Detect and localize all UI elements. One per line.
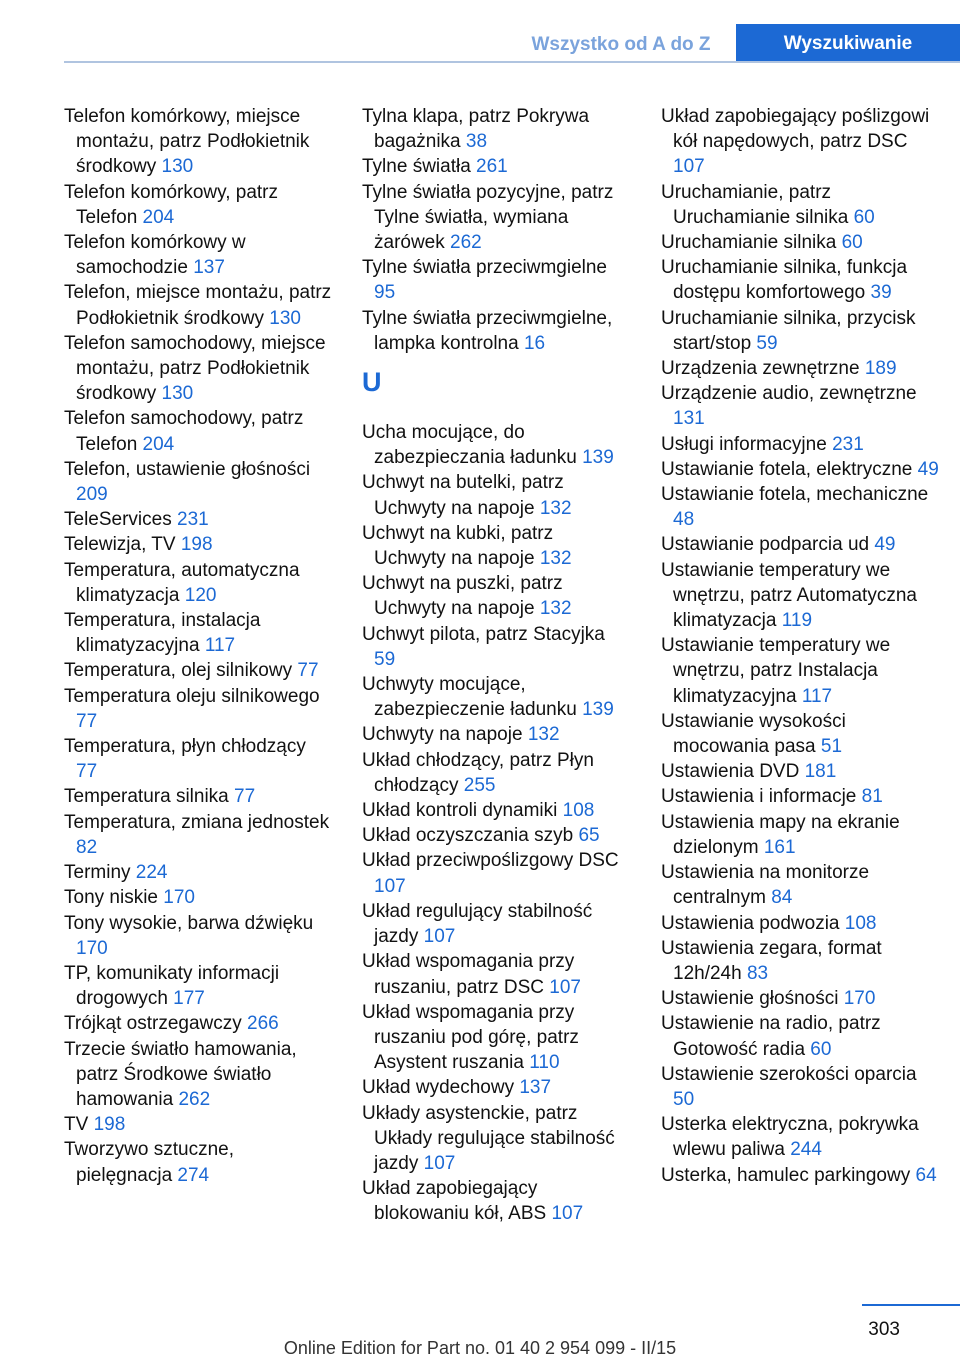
- index-entry-term: Tony wysokie, barwa dźwięku: [64, 912, 314, 934]
- index-entry-page-link[interactable]: 60: [810, 1038, 832, 1060]
- index-entry: [64, 532, 332, 557]
- index-entry-term: TV: [64, 1114, 94, 1136]
- index-entry-term: Ustawienia i informacje: [661, 786, 862, 808]
- section-letter: U: [362, 367, 382, 398]
- index-entry: [661, 356, 941, 381]
- index-entry-term: TeleServices: [64, 509, 177, 531]
- index-entry-page-link[interactable]: 59: [374, 648, 396, 670]
- index-column-2: [362, 104, 630, 1227]
- index-entry-page-link[interactable]: 139: [582, 699, 614, 721]
- page-number: 303: [868, 1319, 900, 1340]
- index-entry: [64, 406, 332, 456]
- index-entry-page-link[interactable]: 231: [832, 433, 864, 455]
- index-entry-term: Tworzywo sztuczne, pielęgnacja: [64, 1139, 234, 1186]
- index-entry-page-link[interactable]: 204: [142, 433, 175, 455]
- index-entry-page-link[interactable]: 83: [746, 962, 769, 984]
- index-entry: [64, 784, 332, 809]
- index-entry-term: Ustawianie temperatury we wnętrzu, patrz Automatyczna klimatyzacja: [661, 559, 917, 632]
- index-entry: [64, 507, 332, 532]
- index-entry-term: Układ zapobiegający poślizgowi kół napędowych, patrz DSC: [661, 106, 930, 153]
- index-entry-page-link[interactable]: 274: [177, 1164, 210, 1186]
- index-entry-term: Urządzenia zewnętrzne: [661, 358, 865, 380]
- index-entry-term: Tylne światła: [362, 156, 477, 178]
- index-entry: [362, 104, 630, 154]
- index-entry: [362, 1000, 630, 1076]
- index-entry-term: Ucha mocujące, do zabezpieczania ładunku: [362, 422, 583, 469]
- index-entry: [362, 154, 630, 179]
- index-entry-page-link[interactable]: 77: [76, 710, 98, 732]
- index-entry-page-link[interactable]: 117: [801, 685, 833, 707]
- index-entry-term: Ustawianie podparcia ud: [661, 534, 875, 556]
- index-entry: [661, 986, 941, 1011]
- index-entry-page-link[interactable]: 107: [423, 926, 456, 948]
- index-entry-page-link[interactable]: 77: [234, 786, 256, 808]
- index-entry-term: Układ oczyszczania szyb: [362, 825, 579, 847]
- index-entry: [362, 470, 630, 520]
- index-entry: [64, 280, 332, 330]
- index-entry: [64, 1037, 332, 1113]
- index-entry-page-link[interactable]: 131: [673, 408, 705, 430]
- index-entry: [661, 709, 941, 759]
- index-entry-term: Ustawianie wysokości mocowania pasa: [661, 710, 846, 758]
- index-entry-term: Uchwyt na butelki, patrz Uchwyty na napoje: [362, 472, 564, 519]
- index-entry-term: Usługi informacyjne: [661, 433, 833, 455]
- index-entry-term: Uchwyt na puszki, patrz Uchwyty na napoje: [362, 573, 563, 620]
- index-entry-page-link[interactable]: 77: [297, 660, 319, 682]
- index-entry-page-link[interactable]: 161: [763, 836, 796, 858]
- index-entry: [362, 798, 630, 823]
- index-entry-page-link[interactable]: 170: [163, 887, 195, 909]
- index-entry-page-link[interactable]: 110: [529, 1052, 560, 1074]
- index-entry-term: Tylna klapa, patrz Pokrywa bagażnika: [362, 106, 590, 153]
- index-entry-page-link[interactable]: 48: [673, 509, 695, 531]
- index-entry-term: Tylne światła pozycyjne, patrz Tylne światła, wymiana żarówek: [362, 181, 614, 254]
- index-entry: [661, 457, 941, 482]
- index-entry-page-link[interactable]: 262: [178, 1088, 211, 1110]
- index-column-1: [64, 104, 332, 1188]
- index-entry-term: Układ przeciwpoślizgowy DSC: [362, 850, 619, 872]
- index-entry-page-link[interactable]: 204: [142, 206, 175, 228]
- index-entry-page-link[interactable]: 64: [915, 1164, 937, 1186]
- header-tab-search[interactable]: Wyszukiwanie: [736, 24, 960, 63]
- index-entry: [362, 255, 630, 305]
- index-entry-page-link[interactable]: 108: [562, 800, 595, 822]
- index-entry: [362, 949, 630, 999]
- index-entry-page-link[interactable]: 132: [527, 724, 560, 746]
- index-entry-term: Temperatura, olej silnikowy: [64, 660, 298, 682]
- index-entry: [661, 104, 941, 180]
- index-entry-page-link[interactable]: 170: [76, 937, 108, 959]
- edition-footer: Online Edition for Part no. 01 40 2 954 099 - II/15: [283, 1338, 677, 1358]
- index-entry-page-link[interactable]: 49: [917, 458, 939, 480]
- index-entry-page-link[interactable]: 119: [781, 610, 813, 632]
- index-entry-page-link[interactable]: 189: [864, 358, 897, 380]
- index-entry-term: Uruchamianie silnika: [661, 232, 842, 254]
- index-entry-page-link[interactable]: 117: [204, 635, 236, 657]
- index-entry-term: Ustawienie na radio, patrz Gotowość radia: [661, 1013, 881, 1060]
- index-entry-page-link[interactable]: 177: [173, 988, 205, 1010]
- index-entry: [64, 230, 332, 280]
- index-entry: [661, 860, 941, 910]
- index-entry-page-link[interactable]: 65: [578, 825, 600, 847]
- index-entry-term: TP, komunikaty informacji drogowych: [64, 962, 280, 1010]
- index-entry-term: Układ kontroli dynamiki: [362, 800, 563, 822]
- index-entry: [661, 911, 941, 936]
- index-entry: [661, 532, 941, 557]
- index-entry: [661, 759, 941, 784]
- index-entry-page-link[interactable]: 132: [539, 548, 572, 570]
- index-entry: [661, 482, 941, 532]
- index-entry-page-link[interactable]: 84: [771, 887, 793, 909]
- index-entry: [64, 860, 332, 885]
- index-entry: [64, 180, 332, 230]
- index-entry-page-link[interactable]: 107: [673, 156, 705, 178]
- index-entry: [362, 1075, 630, 1100]
- index-entry-term: Telefon samochodowy, patrz Telefon: [64, 408, 304, 455]
- index-entry-term: Urządzenie audio, zewnętrzne: [661, 383, 917, 405]
- index-entry-term: Uruchamianie silnika, funkcja dostępu komfortowego: [661, 257, 908, 304]
- index-entry: [362, 622, 630, 672]
- index-entry-page-link[interactable]: 81: [861, 786, 883, 808]
- index-entry-term: Telefon, miejsce montażu, patrz Podłokietnik środkowy: [64, 282, 332, 329]
- index-entry: [661, 558, 941, 634]
- index-entry-page-link[interactable]: 50: [673, 1088, 695, 1110]
- index-entry: [661, 1112, 941, 1162]
- index-entry-term: Układ wydechowy: [362, 1077, 520, 1099]
- index-entry: [362, 1176, 630, 1226]
- index-entry: [64, 810, 332, 860]
- index-entry-page-link[interactable]: 59: [756, 332, 778, 354]
- index-entry-page-link[interactable]: 132: [539, 598, 572, 620]
- index-entry-page-link[interactable]: 198: [180, 534, 213, 556]
- index-entry-term: Ustawienia zegara, format 12h/24h: [661, 937, 882, 984]
- index-entry-page-link[interactable]: 107: [374, 875, 406, 897]
- index-entry: [64, 331, 332, 407]
- index-entry-page-link[interactable]: 231: [177, 509, 209, 531]
- index-entry-term: Ustawienia DVD: [661, 761, 805, 783]
- index-entry-page-link[interactable]: 224: [135, 862, 168, 884]
- index-entry: [661, 810, 941, 860]
- index-entry-page-link[interactable]: 209: [76, 484, 108, 506]
- index-entry-term: Temperatura, instalacja klimatyzacyjna: [64, 610, 261, 657]
- index-entry: [64, 1112, 332, 1137]
- index-entry-page-link[interactable]: 137: [519, 1077, 552, 1099]
- index-entry-term: Ustawienia podwozia: [661, 912, 845, 934]
- index-entry-page-link[interactable]: 51: [820, 736, 843, 758]
- index-entry: [362, 823, 630, 848]
- index-entry-term: Usterka elektryczna, pokrywka wlewu paliwa: [661, 1114, 919, 1161]
- index-entry: [362, 722, 630, 747]
- index-entry: [661, 784, 941, 809]
- index-entry: [64, 961, 332, 1011]
- index-entry-page-link[interactable]: 107: [423, 1152, 456, 1174]
- index-entry-page-link[interactable]: 130: [161, 383, 194, 405]
- index-entry-page-link[interactable]: 170: [843, 988, 876, 1010]
- index-entry: [64, 1011, 332, 1036]
- index-entry: [64, 608, 332, 658]
- index-entry-term: Ustawianie fotela, elektryczne: [661, 458, 918, 480]
- index-entry-term: Tylne światła przeciwmgielne, lampka kontrolna: [362, 307, 613, 354]
- index-entry-term: Telewizja, TV: [64, 534, 181, 556]
- index-entry-term: Trójkąt ostrzegawczy: [64, 1013, 248, 1035]
- index-entry-page-link[interactable]: 255: [463, 774, 496, 796]
- index-entry-page-link[interactable]: 266: [247, 1013, 279, 1035]
- index-entry-term: Ustawienie szerokości oparcia: [661, 1063, 917, 1085]
- index-entry-term: Telefon komórkowy, miejsce montażu, patrz Podłokietnik środkowy: [64, 106, 310, 178]
- index-entry-term: Układy asystenckie, patrz Układy regulujące stabilność jazdy: [362, 1102, 615, 1174]
- index-entry-page-link[interactable]: 60: [853, 206, 875, 228]
- index-entry-term: Temperatura, zmiana jednostek: [64, 811, 330, 833]
- index-entry-page-link[interactable]: 181: [804, 761, 837, 783]
- index-entry-term: Usterka, hamulec parkingowy: [661, 1164, 916, 1186]
- index-entry-term: Telefon samochodowy, miejsce montażu, patrz Podłokietnik środkowy: [64, 332, 326, 405]
- index-entry-page-link[interactable]: 49: [874, 534, 896, 556]
- index-entry: [362, 748, 630, 798]
- index-entry-term: Ustawienie głośności: [661, 988, 844, 1010]
- index-entry: [661, 1011, 941, 1061]
- index-entry: [362, 420, 630, 470]
- index-entry-term: Trzecie światło hamowania, patrz Środkowe światło hamowania: [64, 1038, 297, 1110]
- index-entry: [362, 1101, 630, 1177]
- index-entry: [661, 255, 941, 305]
- index-entry-page-link[interactable]: 244: [790, 1139, 822, 1161]
- index-entry-term: Uchwyty mocujące, zabezpieczenie ładunku: [362, 674, 583, 721]
- header-section-label: Wszystko od A do Z: [531, 34, 711, 55]
- index-entry-page-link[interactable]: 139: [582, 447, 614, 469]
- index-entry: [362, 306, 630, 356]
- index-entry: [64, 1137, 332, 1187]
- index-entry-term: Uchwyt pilota, patrz Stacyjka: [362, 623, 605, 645]
- index-entry: [362, 180, 630, 256]
- index-entry: [362, 899, 630, 949]
- index-entry-term: Układ regulujący stabilność jazdy: [362, 900, 593, 948]
- index-entry: [661, 180, 941, 230]
- index-entry-term: Ustawianie temperatury we wnętrzu, patrz Instalacja klimatyzacyjna: [661, 635, 891, 707]
- index-entry: [64, 911, 332, 961]
- index-entry: [661, 432, 941, 457]
- index-entry: [64, 684, 332, 734]
- index-entry-term: Uruchamianie, patrz Uruchamianie silnika: [661, 181, 854, 228]
- header-divider: [64, 61, 960, 63]
- index-entry-page-link[interactable]: 108: [844, 912, 877, 934]
- index-entry: [362, 521, 630, 571]
- index-entry-term: Telefon, ustawienie głośności: [64, 458, 311, 480]
- index-entry-term: Telefon komórkowy, patrz Telefon: [64, 181, 279, 228]
- index-entry-term: Uchwyty na napoje: [362, 724, 528, 746]
- index-entry: [661, 1062, 941, 1112]
- index-entry-page-link[interactable]: 130: [269, 307, 301, 329]
- index-entry: [64, 885, 332, 910]
- index-entry: [661, 306, 941, 356]
- index-entry-term: Układ wspomagania przy ruszaniu pod górę, patrz Asystent ruszania: [362, 1001, 579, 1074]
- index-entry-page-link[interactable]: 60: [841, 232, 863, 254]
- index-entry-page-link[interactable]: 198: [93, 1114, 126, 1136]
- index-entry: [64, 457, 332, 507]
- index-entry: [64, 734, 332, 784]
- index-entry-term: Układ chłodzący, patrz Płyn chłodzący: [362, 749, 594, 796]
- index-entry-term: Temperatura, płyn chłodzący: [64, 736, 306, 758]
- index-entry-page-link[interactable]: 107: [549, 976, 581, 998]
- index-entry: [661, 936, 941, 986]
- index-entry-page-link[interactable]: 132: [539, 497, 572, 519]
- index-entry: [661, 1163, 941, 1188]
- index-entry: [64, 104, 332, 180]
- index-column-3: [661, 104, 941, 1188]
- index-entry: [64, 558, 332, 608]
- index-entry-term: Tylne światła przeciwmgielne: [362, 257, 607, 279]
- index-entry-term: Ustawianie fotela, mechaniczne: [661, 484, 929, 506]
- index-entry-page-link[interactable]: 107: [551, 1203, 584, 1225]
- index-entry-page-link[interactable]: 137: [193, 257, 225, 279]
- index-entry: [362, 848, 630, 898]
- index-entry-term: Ustawienia na monitorze centralnym: [661, 862, 870, 909]
- index-entry-term: Temperatura silnika: [64, 786, 235, 808]
- index-entry: [362, 672, 630, 722]
- index-entry-page-link[interactable]: 95: [374, 282, 396, 304]
- index-entry-term: Uruchamianie silnika, przycisk start/stop: [661, 307, 916, 354]
- index-entry-page-link[interactable]: 261: [476, 156, 508, 178]
- index-entry: [64, 658, 332, 683]
- index-entry: [362, 571, 630, 621]
- index-entry: [661, 633, 941, 709]
- index-entry-page-link[interactable]: 82: [76, 836, 98, 858]
- index-entry-term: Układ wspomagania przy ruszaniu, patrz DSC: [362, 951, 575, 998]
- index-entry-page-link[interactable]: 38: [465, 131, 488, 153]
- index-entry-page-link[interactable]: 39: [870, 282, 892, 304]
- index-entry-term: Ustawienia mapy na ekranie dzielonym: [661, 811, 900, 858]
- index-entry-page-link[interactable]: 262: [450, 232, 482, 254]
- index-entry-term: Temperatura oleju silnikowego: [64, 685, 320, 707]
- index-entry-page-link[interactable]: 130: [161, 156, 194, 178]
- index-entry: [661, 381, 941, 431]
- index-entry: [661, 230, 941, 255]
- index-entry-term: Układ zapobiegający blokowaniu kół, ABS: [362, 1178, 552, 1225]
- index-entry-page-link[interactable]: 77: [76, 761, 98, 783]
- index-entry-term: Tony niskie: [64, 887, 164, 909]
- index-entry-page-link[interactable]: 120: [184, 584, 217, 606]
- index-entry-term: Telefon komórkowy w samochodzie: [64, 232, 246, 279]
- index-entry-term: Uchwyt na kubki, patrz Uchwyty na napoje: [362, 522, 554, 570]
- index-entry-term: Terminy: [64, 862, 136, 884]
- index-entry-term: Temperatura, automatyczna klimatyzacja: [64, 559, 300, 606]
- footer-divider: [862, 1304, 960, 1306]
- index-entry-page-link[interactable]: 16: [523, 332, 546, 354]
